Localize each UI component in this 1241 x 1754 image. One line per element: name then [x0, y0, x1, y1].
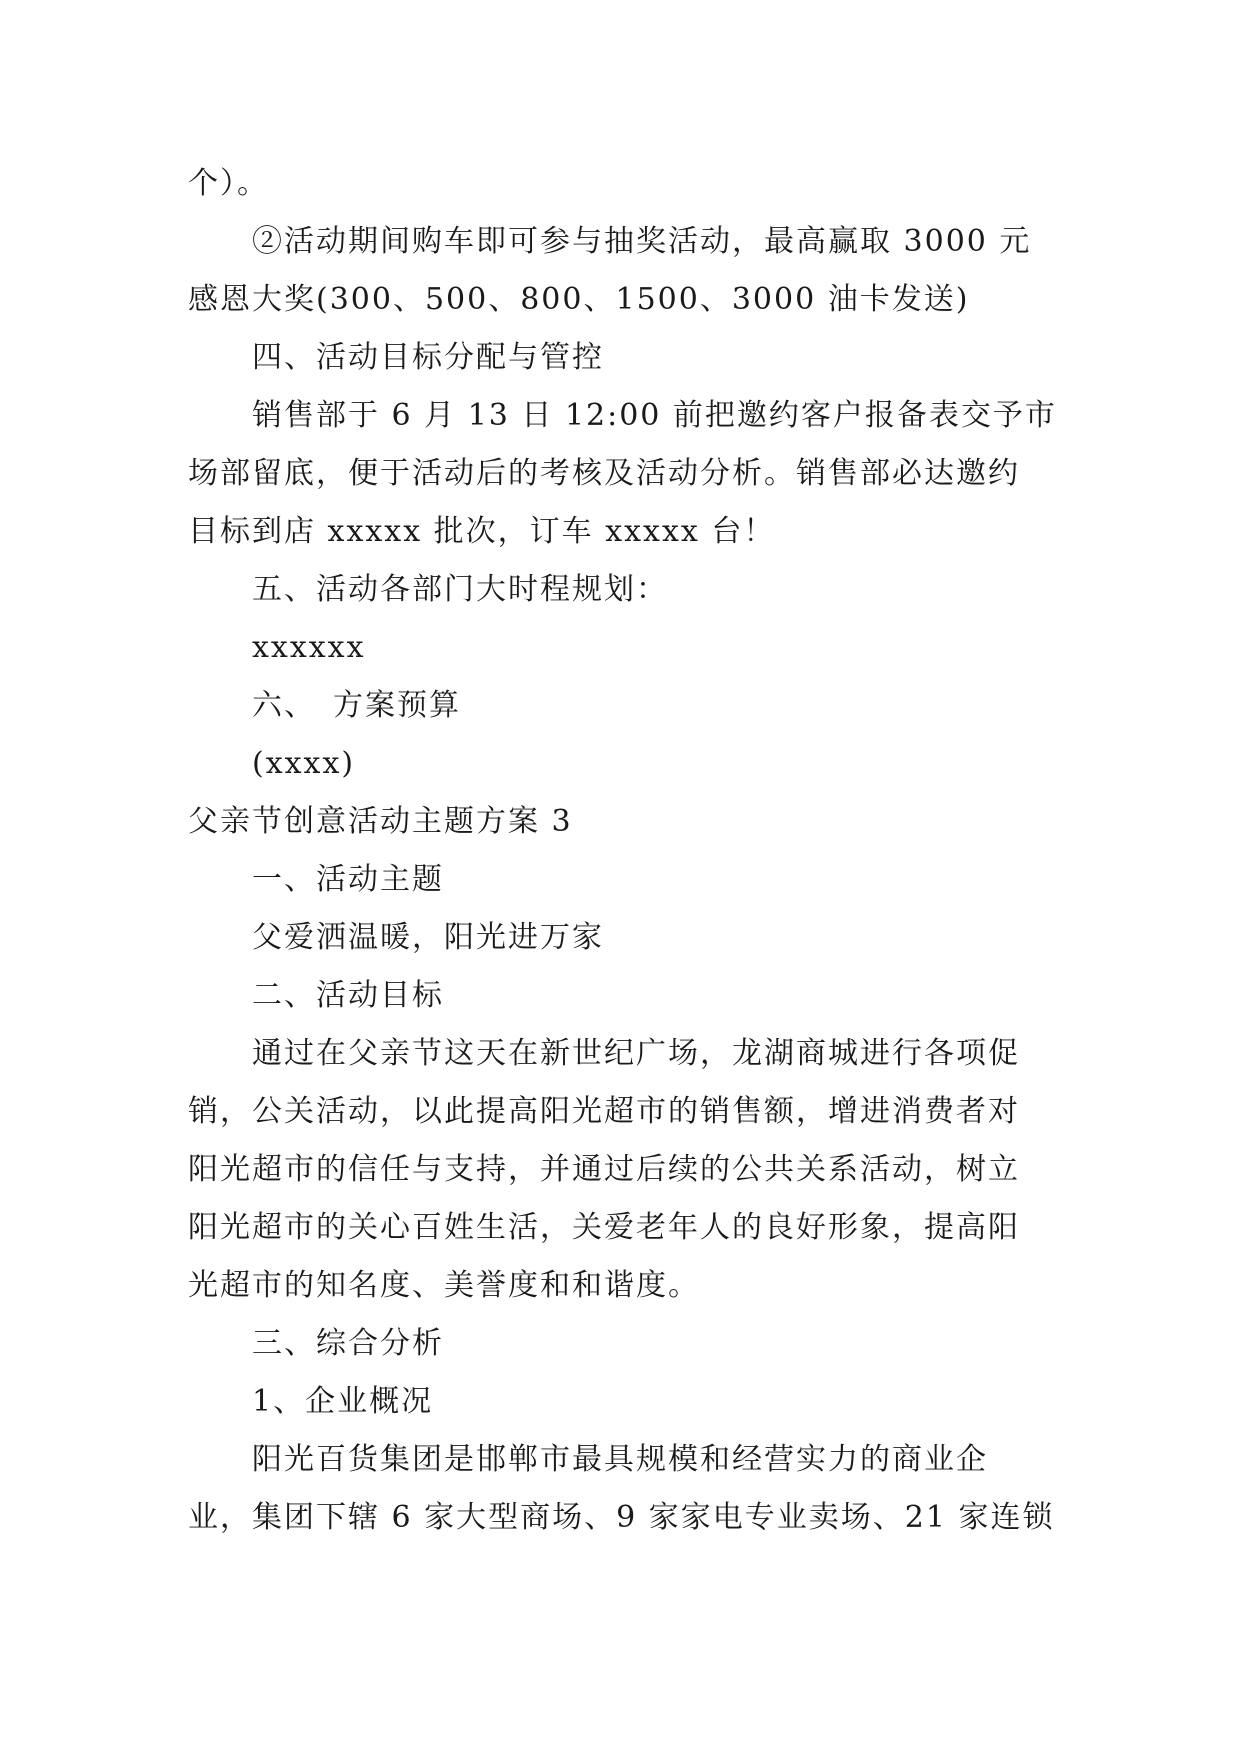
- text-line: 光超市的知名度、美誉度和和谐度。: [188, 1268, 700, 1303]
- text-line: 阳光超市的信任与支持，并通过后续的公共关系活动，树立: [188, 1152, 1020, 1187]
- subsection-heading: 1、企业概况: [252, 1384, 434, 1419]
- section-heading: 五、活动各部门大时程规划：: [252, 572, 668, 607]
- section-heading: 六、 方案预算: [252, 688, 461, 723]
- text-line: 个）。: [188, 166, 269, 201]
- text-line: 销售部于 6 月 13 日 12:00 前把邀约客户报备表交予市: [252, 398, 1057, 433]
- document-title: 父亲节创意活动主题方案 3: [188, 804, 573, 839]
- section-heading: 四、活动目标分配与管控: [252, 340, 604, 375]
- section-heading: 一、活动主题: [252, 862, 444, 897]
- text-line: 通过在父亲节这天在新世纪广场，龙湖商城进行各项促: [252, 1036, 1020, 1071]
- section-heading: 二、活动目标: [252, 978, 444, 1013]
- text-line: 业，集团下辖 6 家大型商场、9 家家电专业卖场、21 家连锁: [188, 1500, 1055, 1535]
- text-line: ②活动期间购车即可参与抽奖活动，最高赢取 3000 元: [252, 224, 1032, 259]
- text-line: 感恩大奖(300、500、800、1500、3000 油卡发送): [188, 282, 970, 317]
- text-line: 阳光超市的关心百姓生活，关爱老年人的良好形象，提高阳: [188, 1210, 1020, 1245]
- section-heading: 三、综合分析: [252, 1326, 444, 1361]
- text-line: 场部留底，便于活动后的考核及活动分析。销售部必达邀约: [188, 456, 1020, 491]
- text-line: 父爱洒温暖，阳光进万家: [252, 920, 604, 955]
- text-line: xxxxxx: [252, 630, 366, 665]
- document-body: [188, 155, 1058, 1547]
- text-line: 目标到店 xxxxx 批次，订车 xxxxx 台！: [188, 514, 776, 549]
- text-line: 销，公关活动，以此提高阳光超市的销售额，增进消费者对: [188, 1094, 1020, 1129]
- text-line: (xxxx): [252, 746, 356, 781]
- text-line: 阳光百货集团是邯郸市最具规模和经营实力的商业企: [252, 1442, 988, 1477]
